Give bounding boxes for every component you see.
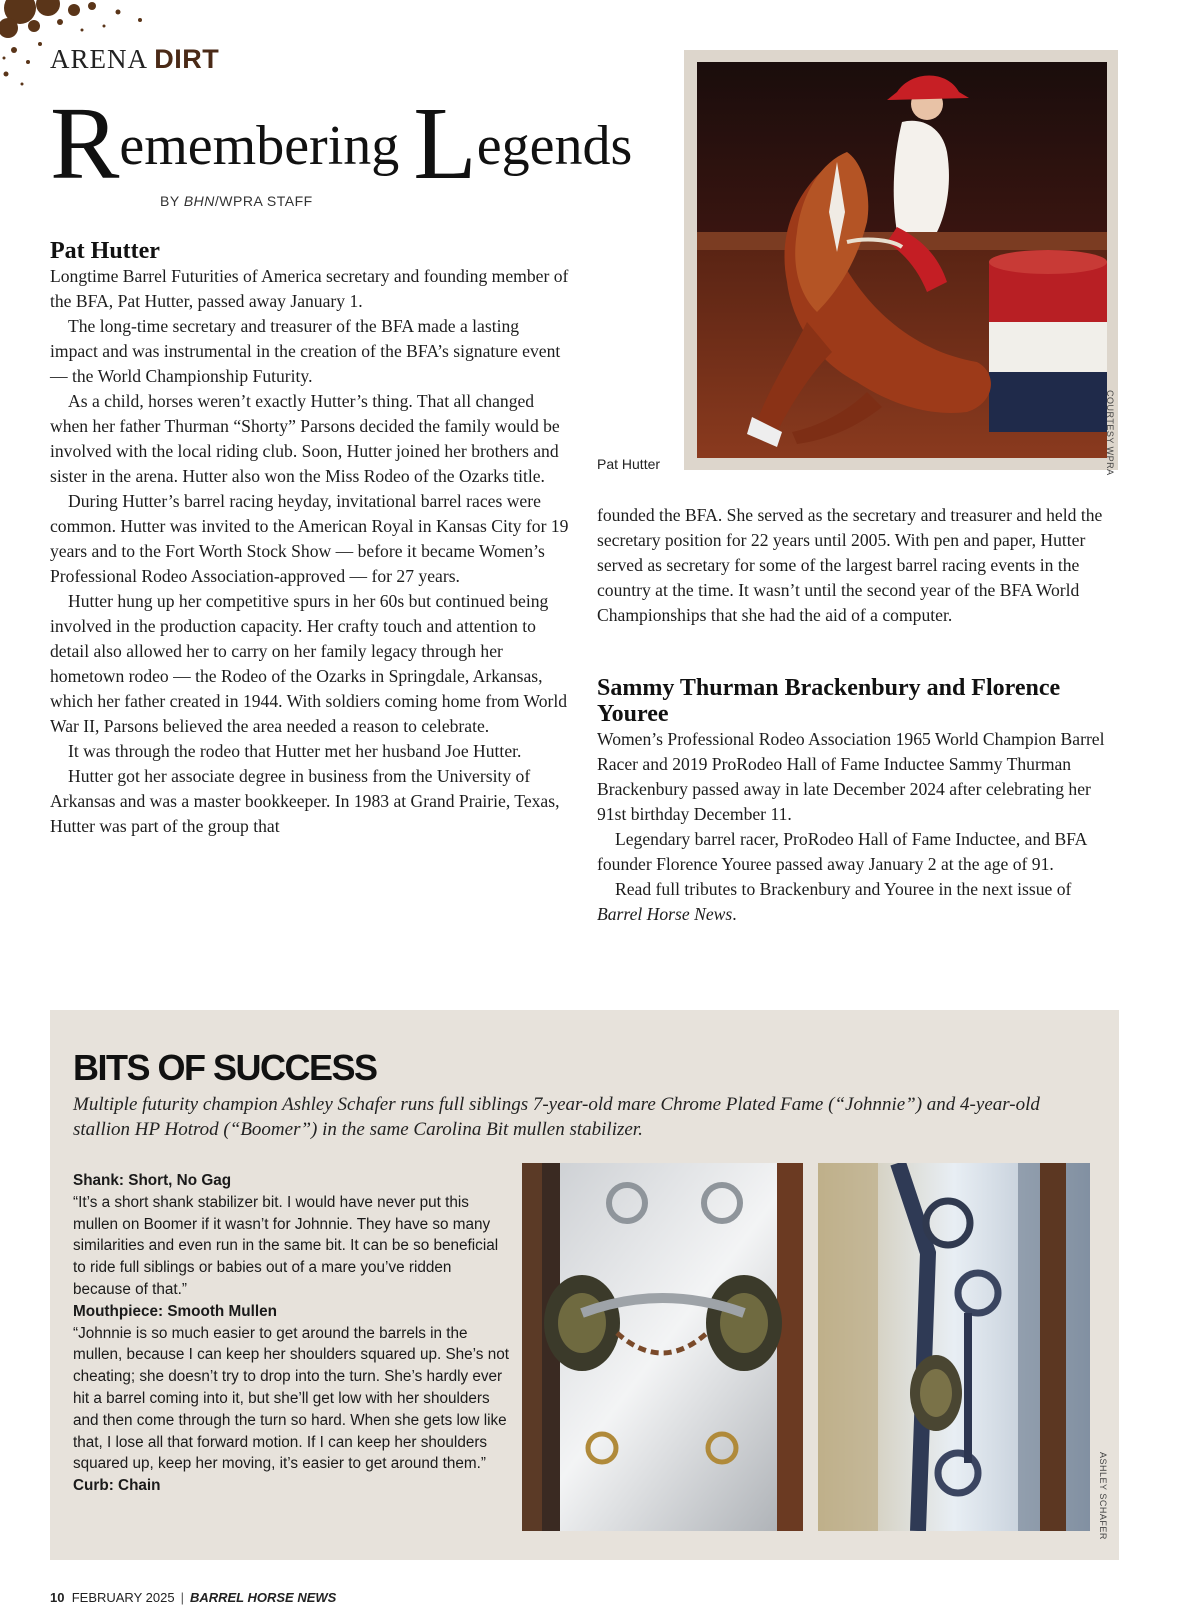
article-paragraph: As a child, horses weren’t exactly Hutter’s thing. That all changed when her father Thurman “Shorty” Parsons decided the family would be involved with the local riding club. Soon, Hutter joined her brothers and sister in the arena. Hutter also won the Miss Rodeo of the Ozarks title. xyxy=(50,391,560,486)
mouthpiece-label: Mouthpiece: Smooth Mullen xyxy=(73,1302,277,1320)
article-paragraph-closing xyxy=(597,877,1117,927)
box-deck: Multiple futurity champion Ashley Schafer runs full siblings 7-year-old mare Chrome Plated Fame (“Johnnie”) and 4-year-old stallion HP Hotrod (“Boomer”) in the same Carolina Bit mullen stabilizer. xyxy=(73,1094,1040,1140)
issue-date: FEBRUARY 2025 xyxy=(71,1590,175,1605)
heading-pat-hutter: Pat Hutter xyxy=(50,238,160,264)
mouthpiece-quote: “Johnnie is so much easier to get around the barrels in the mullen, because I can keep her shoulders squared up. She’s not cheating; she doesn’t try to drop into the turn. She’s hardly ever hit a barrel coming into it, but she’ll get low with her shoulders and then come through the turn so hard. When she gets low like that, I lose all that forward motion. If I can keep her shoulders squared up, keep her moving, it’s easier to get around them.” xyxy=(73,1324,509,1473)
footer-separator: | xyxy=(180,1590,184,1605)
article-paragraph: It was through the rodeo that Hutter met her husband Joe Hutter. xyxy=(68,741,522,761)
heading-brackenbury-youree: Sammy Thurman Brackenbury and Florence Youree xyxy=(597,675,1061,727)
article-right-column xyxy=(597,675,1117,927)
section-label-arena: ARENA xyxy=(50,44,147,74)
page-footer xyxy=(50,1590,336,1605)
byline-suffix: /WPRA STAFF xyxy=(214,193,313,209)
title-cap-l: L xyxy=(413,86,477,201)
pat-hutter-photo xyxy=(697,62,1107,458)
section-label-dirt: DIRT xyxy=(154,44,220,74)
page-number: 10 xyxy=(50,1590,65,1605)
photo-credit: COURTESY WPRA xyxy=(1105,390,1115,476)
box-body xyxy=(73,1170,513,1497)
photo-caption: Pat Hutter xyxy=(597,456,661,472)
article-paragraph: Hutter hung up her competitive spurs in her 60s but continued being involved in the production capacity. Her crafty touch and attention to detail also allowed her to carry on her family legacy through her hometown rodeo — the Rodeo of the Ozarks in Springdale, Arkansas, which her father created in 1944. With soldiers coming home from World War II, Parsons believed the area needed a reason to celebrate. xyxy=(50,591,568,736)
article-paragraph: Legendary barrel racer, ProRodeo Hall of Fame Inductee, and BFA founder Florence Youree passed away January 2 at the age of 91. xyxy=(597,829,1087,874)
bit-photo-front xyxy=(522,1163,803,1531)
bits-photo-credit: ASHLEY SCHAFER xyxy=(1098,1452,1108,1540)
byline xyxy=(160,193,313,209)
article-paragraph: Hutter got her associate degree in business from the University of Arkansas and was a master bookkeeper. In 1983 at Grand Prairie, Texas, Hutter was part of the group that xyxy=(50,766,560,836)
byline-outlet: BHN xyxy=(183,193,215,209)
shank-label: Shank: Short, No Gag xyxy=(73,1172,232,1189)
article-paragraph: The long-time secretary and treasurer of the BFA made a lasting impact and was instrumental in the creation of the BFA’s signature event — the World Championship Futurity. xyxy=(50,316,561,386)
title-cap-r: R xyxy=(50,86,120,201)
title-word-1: emembering xyxy=(119,115,400,177)
section-label xyxy=(50,44,219,75)
article-paragraph: Longtime Barrel Futurities of America secretary and founding member of the BFA, Pat Hutter, passed away January 1. xyxy=(50,266,569,311)
byline-prefix: BY xyxy=(160,193,180,209)
closing-text: Read full tributes to Brackenbury and Youree in the next issue of xyxy=(615,879,1072,899)
article-right-column-continuation xyxy=(597,503,1117,628)
article-left-column xyxy=(50,238,570,839)
closing-period: . xyxy=(732,904,737,924)
publication-name: BARREL HORSE NEWS xyxy=(189,1590,337,1605)
curb-label: Curb: Chain xyxy=(73,1477,161,1495)
title-word-2: egends xyxy=(476,115,633,177)
box-title: BITS OF SUCCESS xyxy=(73,1047,377,1088)
article-paragraph: Women’s Professional Rodeo Association 1965 World Champion Barrel Racer and 2019 ProRodeo Hall of Fame Inductee Sammy Thurman Brackenbury passed away in late December 2024 after celebrating her 91st birthday December 11. xyxy=(597,729,1105,824)
bit-photo-side xyxy=(818,1163,1090,1531)
article-paragraph: During Hutter’s barrel racing heyday, invitational barrel races were common. Hutter was invited to the American Royal in Kansas City for 19 years and to the Fort Worth Stock Show — before it became Women’s Professional Rodeo Association-approved — for 27 years. xyxy=(50,491,569,586)
article-paragraph: founded the BFA. She served as the secretary and treasurer and held the secretary position for 22 years until 2005. With pen and paper, Hutter served as secretary for some of the largest barrel racing events in the country at the time. It wasn’t until the second year of the BFA World Championships that she had the aid of a computer. xyxy=(597,505,1103,625)
closing-publication: Barrel Horse News xyxy=(597,904,733,924)
shank-quote: “It’s a short shank stabilizer bit. I would have never put this mullen on Boomer if it wasn’t for Johnnie. They have so many similarities and even run in the same bit. It can be so beneficial to ride full siblings or babies out of a mare you’ve ridden because of that.” xyxy=(73,1193,499,1298)
